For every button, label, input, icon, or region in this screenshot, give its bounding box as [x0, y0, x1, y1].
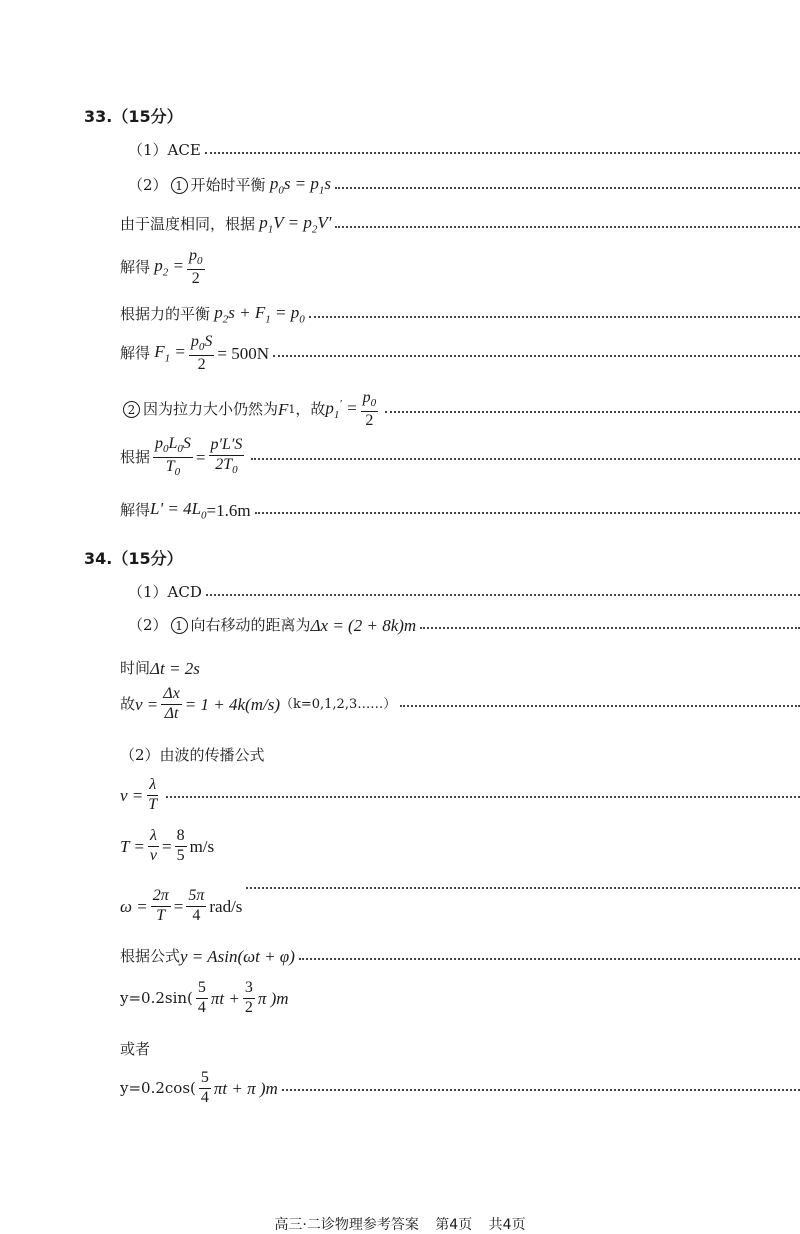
- fraction-p0S-over-2: $\frac{p_0S}{2}$: [190, 333, 213, 373]
- q34-l3-text: 时间: [120, 659, 151, 677]
- fraction-lambda-over-T: $\frac{\lambda}{T}$: [148, 776, 158, 813]
- q34-heading: 34.（15分）: [84, 549, 183, 568]
- fraction-5-over-4: $\frac{5}{4}$: [197, 979, 206, 1016]
- dot-leader: [246, 887, 800, 889]
- q33-heading: 33.（15分）: [84, 107, 183, 126]
- fraction-5pi-over-4: $\frac{5\pi}{4}$: [188, 887, 205, 924]
- q34-l8-line: [120, 888, 800, 925]
- q34-l11-text: 或者: [120, 1040, 151, 1058]
- q33-part2-line: [128, 175, 800, 196]
- dot-leader: [335, 226, 800, 228]
- q33-l8-line: [120, 436, 800, 478]
- q34-part1-line: [128, 585, 800, 600]
- q33-l9-line: [120, 500, 800, 521]
- dot-leader: [205, 152, 800, 154]
- q33-l9-result: =1.6m: [206, 501, 251, 521]
- q34-l4-note: （k=0,1,2,3……）: [279, 696, 397, 712]
- fraction-dx-over-dt: $\frac{\Delta x}{\Delta t}$: [163, 685, 180, 722]
- q33-l9-text: 解得: [120, 501, 151, 520]
- fraction-3-over-2: $\frac{3}{2}$: [244, 979, 253, 1016]
- page-footer: [0, 1214, 800, 1234]
- dot-leader: [166, 796, 800, 798]
- q34-l4-line: [120, 686, 800, 723]
- q34-l3-formula: Δt = 2s: [150, 659, 200, 678]
- q34-l12-b: πt + π )m: [213, 1078, 278, 1098]
- circled-number-1: 1: [171, 617, 188, 634]
- q33-part1-line: [128, 143, 800, 158]
- dot-leader: [273, 355, 800, 357]
- q34-l2-text: 向右移动的距离为: [190, 616, 311, 634]
- q33-l6-text: 解得: [120, 344, 151, 363]
- q34-part1-answer: ACD: [167, 583, 202, 601]
- q33-l6-result: = 500N: [217, 344, 270, 364]
- q33-l3-line: [120, 214, 800, 235]
- fraction-p0L0S-over-T0: $\frac{p_0L_0S}{T_0}$: [155, 435, 191, 478]
- footer-title: 高三·二诊物理参考答案: [274, 1217, 419, 1233]
- q34-l6-v: v =: [120, 785, 144, 805]
- dot-leader: [420, 627, 800, 629]
- q33-l7-F: F: [278, 400, 289, 420]
- q33-l6-formula: $F_1$ =: [150, 342, 186, 365]
- q33-l7-formula: $p_1'$ =: [325, 397, 358, 421]
- circled-number-1: 1: [171, 177, 188, 194]
- dot-leader: [299, 958, 800, 960]
- equals-sign: =: [173, 896, 184, 916]
- q34-l9-line: [120, 948, 800, 965]
- q33-l5-line: [120, 304, 800, 325]
- q34-l4-v: v =: [135, 694, 159, 714]
- dot-leader: [309, 316, 800, 318]
- q34-l4-text: 故: [120, 694, 136, 713]
- q34-part1-label: （1）: [128, 583, 168, 601]
- q34-l4-tail: = 1 + 4k(m/s): [184, 694, 280, 714]
- fraction-p0-over-2: $\frac{p_0}{2}$: [189, 247, 203, 287]
- q33-l8-text: 根据: [120, 447, 151, 466]
- dot-leader: [255, 512, 800, 514]
- q34-l12-line: [120, 1070, 800, 1107]
- q33-l3-text: 由于温度相同，根据: [120, 215, 256, 234]
- q33-part1-answer: ACE: [167, 141, 201, 159]
- q33-part2-label: （2）: [128, 176, 168, 195]
- q33-l9-formula: $L' = 4L_0$: [150, 499, 207, 522]
- equals-sign: =: [195, 447, 206, 467]
- q34-l10-c: π )m: [257, 988, 289, 1008]
- fraction-lambda-over-v: $\frac{\lambda}{v}$: [149, 827, 157, 864]
- dot-leader: [282, 1089, 800, 1091]
- q34-part2-label: （2）: [128, 616, 168, 634]
- q34-l10-line: [120, 980, 289, 1017]
- q34-l3-line: [120, 660, 200, 677]
- q34-l7-T: T =: [120, 836, 145, 856]
- q33-l5-formula: $p_2s + F_1 = p_0$: [210, 303, 305, 326]
- dot-leader: [206, 594, 800, 596]
- q34-l10-a: y=0.2sin(: [120, 988, 193, 1007]
- fraction-5-over-4-b: $\frac{5}{4}$: [200, 1069, 209, 1106]
- q33-l4-line: [120, 248, 208, 288]
- dot-leader: [385, 411, 800, 413]
- q33-l5-text: 根据力的平衡: [120, 305, 211, 324]
- q34-l8-tail: rad/s: [209, 896, 243, 916]
- q33-l7-mid: ，故: [295, 400, 326, 419]
- q34-l2-formula: Δx = (2 + 8k)m: [310, 616, 417, 635]
- q34-l9-formula: y = Asin(ωt + φ): [180, 947, 295, 966]
- q34-l9-text: 根据公式: [120, 947, 181, 965]
- q34-l7-line: [120, 828, 214, 865]
- fraction-2pi-over-T: $\frac{2\pi}{T}$: [152, 887, 169, 924]
- dot-leader: [335, 187, 800, 189]
- q34-l6-line: [120, 777, 800, 814]
- q34-l7-tail: m/s: [189, 836, 215, 856]
- dot-leader: [400, 705, 800, 707]
- q33-l2-text: 开始时平衡: [190, 176, 266, 195]
- q33-l3-formula: $p_1V = p_2V'$: [255, 213, 332, 236]
- q33-l7-F-sub: 1: [288, 403, 296, 417]
- footer-total-pages: 共4页: [488, 1217, 526, 1233]
- q33-l6-line: [120, 334, 800, 374]
- q34-l12-a: y=0.2cos(: [120, 1078, 196, 1097]
- q33-l4-text: 解得: [120, 258, 151, 277]
- q33-l7-text: 因为拉力大小仍然为: [143, 400, 279, 419]
- q33-l2-formula: $p_0s = p_1s$: [265, 174, 332, 197]
- q34-l11-line: [120, 1042, 150, 1057]
- dot-leader: [251, 458, 800, 460]
- q34-l5-text: （2）由波的传播公式: [120, 746, 265, 764]
- footer-page-number: 第4页: [435, 1217, 473, 1233]
- q33-l4-formula: $p_2$ =: [150, 256, 184, 279]
- q33-part1-label: （1）: [128, 141, 168, 159]
- q34-part2-line: [128, 617, 800, 634]
- q34-l5-line: [120, 748, 265, 763]
- fraction-pLS-over-2T0: $\frac{p'L'S}{2T_0}$: [210, 436, 243, 477]
- q33-l7-line: [120, 390, 800, 430]
- circled-number-2: 2: [123, 401, 140, 418]
- fraction-p0-over-2-b: $\frac{p_0}{2}$: [362, 389, 377, 429]
- q34-l10-b: πt +: [210, 988, 240, 1008]
- fraction-8-over-5: $\frac{8}{5}$: [176, 827, 185, 864]
- q34-l8-omega: ω =: [120, 896, 148, 916]
- equals-sign: =: [161, 836, 172, 856]
